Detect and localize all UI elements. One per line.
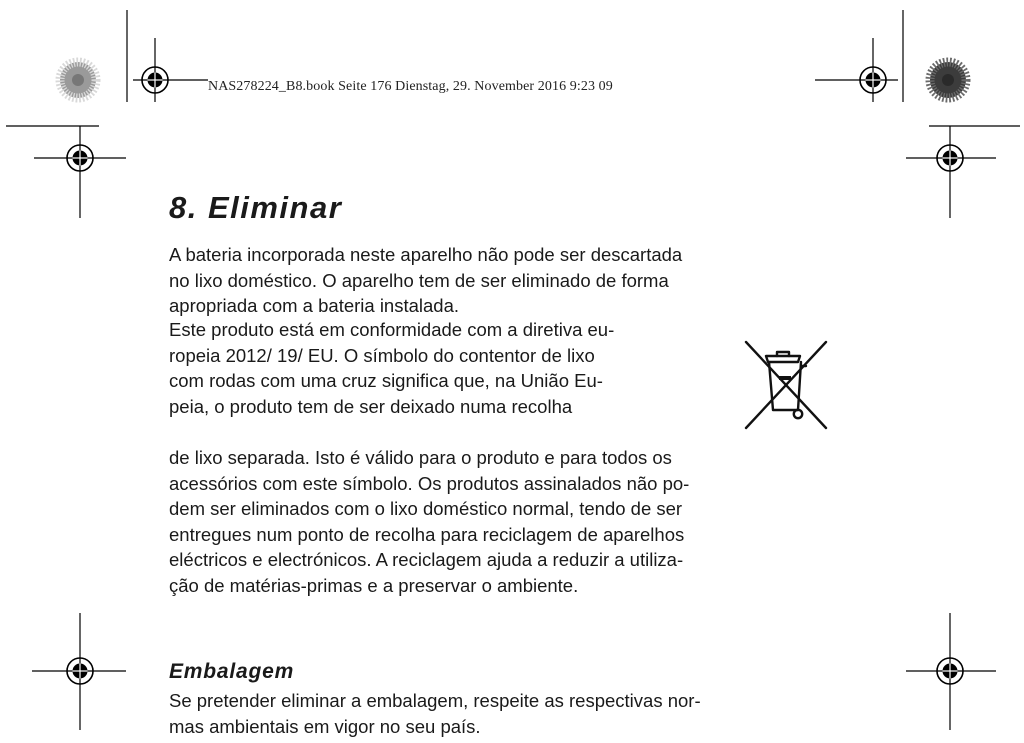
registration-mark-icon [133, 38, 208, 102]
text-line: eléctricos e electrónicos. A reciclagem ajuda a reduzir a utiliza- [169, 549, 684, 571]
text-line: entregues num ponto de recolha para reciclagem de aparelhos [169, 523, 685, 545]
text-line: ropeia 2012/ 19/ EU. O símbolo do contentor de lixo [169, 344, 595, 366]
text-line: dem ser eliminados com o lixo doméstico normal, tendo de ser [169, 498, 683, 520]
text-line: de lixo separada. Isto é válido para o produto e para todos os [169, 447, 672, 468]
registration-mark-icon [815, 38, 898, 102]
crossed-out-wheelie-bin-icon [740, 336, 832, 434]
registration-mark-icon [32, 613, 126, 730]
radial-test-pattern-icon [60, 62, 96, 98]
text-line: Se pretender eliminar a embalagem, respeite as respectivas nor- [169, 690, 701, 711]
paragraph-directive [169, 317, 829, 419]
registration-mark-icon [34, 126, 126, 218]
text-line: A bateria incorporada neste aparelho não pode ser descartada [169, 244, 683, 265]
radial-test-pattern-dark-icon [930, 62, 966, 98]
text-line: mas ambientais em vigor no seu país. [169, 715, 481, 737]
text-line: Este produto está em conformidade com a diretiva eu- [169, 319, 615, 340]
text-line: peia, o produto tem de ser deixado numa recolha [169, 395, 573, 417]
registration-mark-icon [906, 126, 996, 218]
paragraph-battery [169, 242, 829, 319]
text-line: acessórios com este símbolo. Os produtos assinalados não po- [169, 472, 690, 494]
text-line: no lixo doméstico. O aparelho tem de ser eliminado de forma [169, 269, 669, 291]
subsection-title: Embalagem [169, 660, 295, 683]
paragraph-packaging [169, 688, 829, 739]
registration-mark-icon [906, 613, 996, 730]
text-line: com rodas com uma cruz significa que, na União Eu- [169, 370, 603, 392]
text-line: apropriada com a bateria instalada. [169, 295, 460, 317]
section-eliminar [169, 188, 829, 737]
section-title: 8. Eliminar [169, 190, 343, 225]
text-line: ção de matérias-primas e a preservar o ambiente. [169, 574, 579, 596]
page-slug: NAS278224_B8.book Seite 176 Dienstag, 29. November 2016 9:23 09 [208, 79, 613, 94]
paragraph-separate-collection [169, 445, 829, 599]
